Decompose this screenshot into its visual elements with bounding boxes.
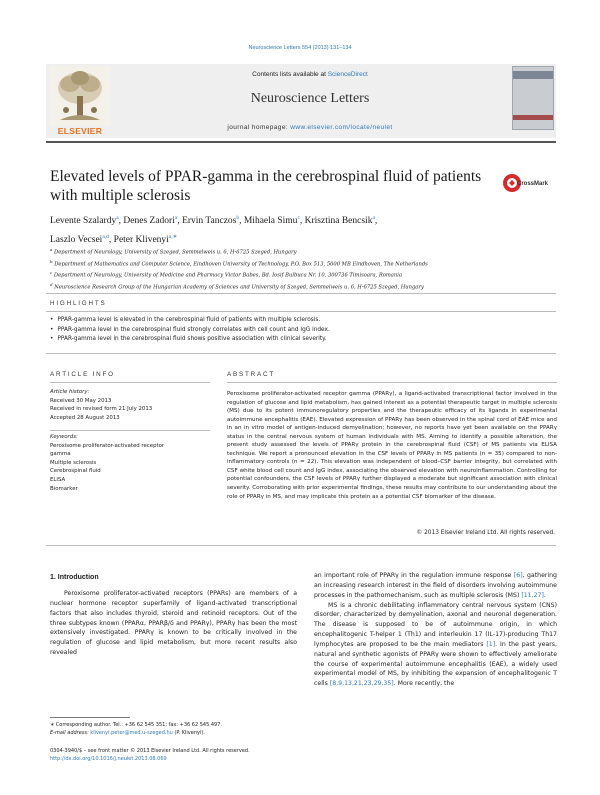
keyword: gamma <box>50 451 71 458</box>
divider <box>46 353 556 354</box>
highlights-heading: HIGHLIGHTS <box>50 300 107 307</box>
author-affiliation-marker[interactable]: a <box>372 215 375 221</box>
divider <box>227 382 557 383</box>
abstract-heading: ABSTRACT <box>227 371 275 378</box>
divider <box>46 311 556 312</box>
author-separator: , <box>118 216 124 227</box>
journal-name: Neuroscience Letters <box>250 91 370 106</box>
affiliation <box>50 258 555 270</box>
citation-link[interactable]: [1] <box>486 640 496 648</box>
divider <box>46 545 556 546</box>
author-name[interactable]: Ervin Tanczos <box>182 216 237 227</box>
introduction-heading: 1. Introduction <box>50 574 99 581</box>
divider <box>50 382 210 383</box>
author-separator: , <box>108 235 114 246</box>
affiliation-marker: a <box>50 247 53 252</box>
affiliation-text: Department of Neurology, University of Szeged, Semmelweis u. 6, H-6725 Szeged, Hungary <box>54 249 297 256</box>
journal-cover-thumbnail <box>512 66 554 130</box>
highlight-item: • PPAR-gamma level in the cerebrospinal fluid strongly correlates with cell count and IgG index. <box>50 326 550 336</box>
keyword: Peroxisome proliferator-activated receptor <box>50 442 165 449</box>
affiliation <box>50 269 555 281</box>
email-suffix: (P. Klivenyi). <box>172 729 205 736</box>
history-entry: Received 30 May 2013 <box>50 397 112 404</box>
homepage-link[interactable]: www.elsevier.com/locate/neulet <box>290 124 393 131</box>
highlight-item: • PPAR-gamma level is elevated in the cerebrospinal fluid of patients with multiple sclerosis. <box>50 316 550 326</box>
keywords-label: Keywords: <box>50 434 78 440</box>
intro-text: . <box>543 591 546 599</box>
author-affiliation-marker[interactable]: a <box>116 215 119 221</box>
keywords <box>50 433 200 493</box>
author-separator: , <box>177 216 183 227</box>
citation-link[interactable]: [11,27] <box>521 591 544 599</box>
affiliation-text: Department of Mathematics and Computer Science, Eindhoven University of Technology, P.O. Box 513, 5600 MB Eindhoven, The Netherlands <box>54 261 428 268</box>
intro-text: . More recently, the <box>393 680 455 688</box>
affiliation <box>50 281 555 293</box>
copyright: © 2013 Elsevier Ireland Ltd. All rights reserved. <box>416 530 555 536</box>
elsevier-tree-logo <box>50 66 110 126</box>
divider <box>46 293 556 294</box>
author-name[interactable]: Mihaela Simu <box>243 216 298 227</box>
email-link[interactable]: klivenyi.peter@med.u-szeged.hu <box>90 729 173 736</box>
affiliation-text: Neuroscience Research Group of the Hungarian Academy of Sciences and University of Szeged, Semmelweis u. 6, H-6725 Szeged, Hungary <box>54 284 424 291</box>
author-name[interactable]: Levente Szalardy <box>50 216 117 227</box>
author-affiliation-marker[interactable]: b <box>236 215 240 221</box>
contents-line <box>120 71 500 78</box>
keyword: Biomarker <box>50 485 78 492</box>
crossmark-label[interactable]: CrossMark <box>517 181 549 187</box>
intro-text: , gathering an increasing research interest in the field of disorders involving autoimmune processes in the pathomechanism, such as multiple sclerosis (MS) <box>314 572 557 599</box>
affiliation-list <box>50 246 555 293</box>
author-separator: , <box>374 216 378 227</box>
email-label: E-mail address: <box>50 729 91 736</box>
article-history-label: Article history: <box>50 389 90 395</box>
citation-link[interactable]: [6] <box>513 572 523 579</box>
affiliation-marker: c <box>50 270 53 276</box>
highlight-item: • PPAR-gamma level in the cerebrospinal fluid shows positive association with clinical severity. <box>50 335 550 345</box>
intro-text: an important role of PPARγ in the regulation immune response <box>314 572 514 579</box>
author-name[interactable]: Denes Zadori <box>123 216 175 227</box>
affiliation-text: Department of Neurology, University of Medicine and Pharmacy Victor Babes, Bd. Iosif Bulbuca Nr. 10, 300736 Timisoara, Romania <box>53 273 402 280</box>
corresponding-author: ∗ Corresponding author. Tel.: +36 62 545 351; fax: +36 62 545 497. <box>50 722 223 728</box>
author-name[interactable]: Peter Klivenyi <box>113 235 169 246</box>
footnote-rule <box>50 717 130 718</box>
keywords-list <box>50 442 200 494</box>
journal-homepage <box>120 124 500 131</box>
author-name[interactable]: Krisztina Bencsik <box>304 216 373 227</box>
publisher-name: ELSEVIER <box>57 126 103 136</box>
contents-prefix: Contents lists available at <box>252 71 326 78</box>
author-affiliation-marker[interactable]: a <box>174 215 178 221</box>
intro-text: . In the past years, natural and synthetic agonists of PPARγ were shown to effectively ameliorate the course of experimental autoimmune encephalitis (EAE), a widely used experimental model of MS, by inhibiting the expansion of encephalitogenic T cells <box>314 640 557 688</box>
author-affiliation-marker[interactable]: a,∗ <box>168 234 178 241</box>
citation-link[interactable]: [8,9,13,21,23,29,35] <box>329 680 394 688</box>
history-entry: Accepted 28 August 2013 <box>50 414 120 421</box>
affiliation <box>50 246 555 258</box>
sciencedirect-link[interactable]: ScienceDirect <box>327 71 368 78</box>
corresponding-author-note <box>50 722 300 738</box>
affiliation-marker: b <box>50 258 53 264</box>
abstract-text: Peroxisome proliferator-activated receptor gamma (PPARγ), a ligand-activated transcriptional factor involved in the regulation of glucose and lipid metabolism, has gained interest as a potential therapeutic target in multiple sclerosis (MS) due to its potent immunoregulatory properties and the therapeutic efficacy of its ligands in experimental autoimmune encephalitis (EAE). Elevated expression of PPARγ has been observed in the spinal cord of EAE mice and in an in vitro model of antigen-induced demyelination; however, no reports have yet been available on the PPARγ status in the central nervous system of human individuals with MS. Aiming to identify a possible alteration, the present study assessed the levels of PPARγ protein in the cerebrospinal fluid (CSF) of MS patients via ELISA technique. We report a pronounced elevation in the CSF levels of PPARγ in MS patients (n = 35) compared to non-inflammatory controls (n = 22). This elevation was independent of blood–CSF barrier integrity, but correlated with CSF white blood cell count and IgG index, associating the observed elevation with neuroinflammation. Controlling for potential confounders, the CSF levels of PPARγ further displayed a moderate but significant association with clinical severity. Corroborating with prior experimental findings, these results may contribute to our understanding about the role of PPARγ in MS, and may implicate this protein as a potential CSF biomarker of the disease. <box>227 391 557 500</box>
introduction-left-column: Peroxisome proliferator-activated receptors (PPARs) are members of a nuclear hormone receptor superfamily of ligand-activated transcriptional factors that also includes thyroid, steroid and retinoid receptors. Out of the three subtypes known (PPARα, PPARβ/δ and PPARγ), PPARγ has been the most extensively investigated. PPARγ is known to be critically involved in the regulation of glucose and lipid metabolism, but more recent results also revealed <box>50 590 297 657</box>
issn-line: 0304-3940/$ – see front matter © 2013 Elsevier Ireland Ltd. All rights reserved. <box>50 748 250 754</box>
affiliation-marker: d <box>50 281 53 287</box>
author-separator: , <box>239 216 244 227</box>
keyword: Multiple sclerosis <box>50 459 97 466</box>
author-list <box>50 210 550 248</box>
article-info-heading: ARTICLE INFO <box>50 371 115 378</box>
highlights-list <box>50 316 550 345</box>
divider <box>50 430 210 431</box>
publication-info <box>50 748 350 764</box>
intro-text: MS is a chronic debilitating inflammatory central nervous system (CNS) disorder, characterized by demyelination, axonal and neuronal degeneration. The disease is supposed to be of autoimmune origin, in which encephalitogenic T-helper 1 (Th1) and interleukin 17 (IL-17)-producing Th17 lymphocytes are proposed to be the main mediators <box>314 601 557 648</box>
keyword: ELISA <box>50 476 66 483</box>
email-line <box>50 730 300 738</box>
history-entry: Received in revised form 21 July 2013 <box>50 406 153 413</box>
author-affiliation-marker[interactable]: a,d <box>102 234 109 241</box>
authors-line-1 <box>50 210 550 229</box>
author-separator: , <box>299 216 305 227</box>
history-list <box>50 397 200 423</box>
article-title: Elevated levels of PPAR-gamma in the cerebrospinal fluid of patients with multiple sclerosis <box>50 168 482 204</box>
article-history <box>50 388 200 422</box>
doi-link[interactable]: http://dx.doi.org/10.1016/j.neulet.2013.08.069 <box>50 755 167 762</box>
author-affiliation-marker[interactable]: c <box>297 215 300 221</box>
header-rule <box>46 141 556 143</box>
keyword: Cerebrospinal fluid <box>50 468 101 475</box>
homepage-prefix: journal homepage: <box>227 124 289 131</box>
journal-reference[interactable]: Neuroscience Letters 554 (2013) 131–134 <box>248 45 352 51</box>
introduction-right-column <box>314 571 557 689</box>
author-name[interactable]: Laszlo Vecsei <box>50 235 103 246</box>
